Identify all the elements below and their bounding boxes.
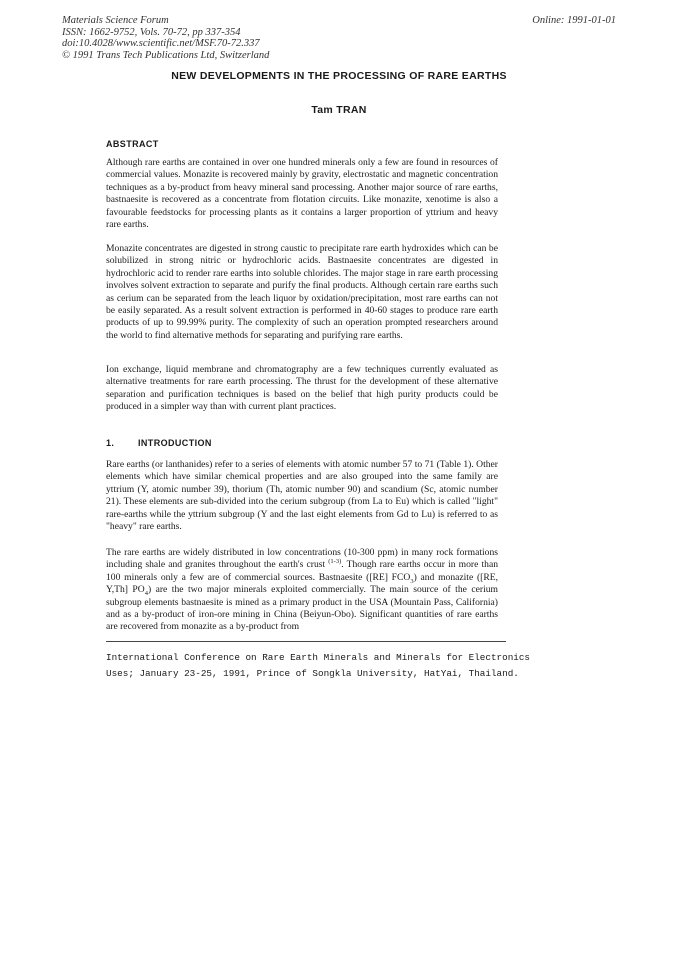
issn-line: ISSN: 1662-9752, Vols. 70-72, pp 337-354	[62, 26, 241, 38]
footnote-line-1: International Conference on Rare Earth Minerals and Minerals for Electronics	[106, 652, 531, 663]
text-run: . Though rare earths occur in more than 100 minerals only a few are of commercial sources. Bastnaesite ([RE] FCO	[106, 559, 499, 583]
copyright-line: © 1991 Trans Tech Publications Ltd, Switzerland	[62, 49, 270, 61]
introduction-paragraph-1: Rare earths (or lanthanides) refer to a series of elements with atomic number 57 to 71 (Table 1). Other elements which have similar chemical properties and are also grouped into the same family are yttrium (Y, atomic number 39), thorium (Th, atomic number 90) and scandium (Sc, atomic number 21). These elements are sub-divided into the cerium subgroup (from La to Eu) which is called "light" rare-earths while the yttrium subgroup (Y and the last eight elements from Gd to Lu) is referred to as "heavy" rare earths.	[106, 459, 498, 533]
abstract-paragraph-2: Monazite concentrates are digested in strong caustic to precipitate rare earth hydroxides which can be solubilized in strong nitric or hydrochloric acids. Bastnaesite concentrates are digested in hydrochloric acid to render rare earths into soluble chlorides. The major stage in rare earth processing involves solvent extraction to separate and purify the final products. Although certain rare earths such as cerium can be separated from the leach liquor by oxidation/precipitation, most rare earths can not be easily separated. As a result solvent extraction is performed in 40-60 stages to produce rare earth products of up to 99.99% purity. The complexity of such an operation prompted researchers around the world to find alternative methods for separating and purifying rare earths.	[106, 243, 498, 341]
journal-name: Materials Science Forum	[62, 15, 169, 26]
journal-header	[62, 15, 269, 61]
text-run: The rare earths are widely distributed in low concentrations (10-300 ppm) in many rock formations including shale and granites throughout the earth's crust	[106, 547, 498, 571]
abstract-paragraph-3: Ion exchange, liquid membrane and chromatography are a few techniques currently evaluated as alternative treatments for rare earth processing. The thrust for the development of these alternative separation and purification techniques is based on the belief that high purity products could be produced in a simpler way than with current plant practices.	[106, 364, 498, 413]
introduction-heading	[106, 438, 212, 448]
text-run: ) and monazite ([RE, Y,Th] PO	[106, 571, 498, 596]
paper-title: NEW DEVELOPMENTS IN THE PROCESSING OF RARE EARTHS	[171, 70, 507, 82]
section-title: INTRODUCTION	[138, 438, 212, 448]
subscript: 4	[144, 590, 148, 598]
introduction-paragraph-2	[106, 547, 498, 634]
online-date: Online: 1991-01-01	[532, 15, 616, 26]
section-number: 1.	[106, 438, 115, 448]
doi-line[interactable]: doi:10.4028/www.scientific.net/MSF.70-72.337	[62, 38, 260, 50]
text-run: ) are the two major minerals exploited commercially. The main source of the cerium subgroup elements bastnaesite is mined as a primary product in the USA (Mountain Pass, California) and as a by-product of iron-ore mining in China (Beiyun-Obo). Significant quantities of rare earths are recovered from monazite as a by-product from	[106, 584, 499, 633]
abstract-heading: ABSTRACT	[106, 139, 159, 149]
subscript: 3	[410, 577, 414, 585]
footnote-line-2: Uses; January 23-25, 1991, Prince of Songkla University, HatYai, Thailand.	[106, 668, 519, 679]
conference-footnote	[106, 650, 531, 682]
abstract-paragraph-1: Although rare earths are contained in over one hundred minerals only a few are found in resources of commercial values. Monazite is recovered mainly by gravity, electrostatic and magnetic concentration techniques as a by-product from heavy mineral sand processing. Another major source of rare earths, bastnaesite is recovered as a concentrate from flotation circuits. Like monazite, xenotime is also a favourable feedstocks for processing plants as it contains a larger proportion of yttrium and heavy rare earths.	[106, 157, 498, 231]
author-name: Tam TRAN	[311, 104, 367, 116]
citation-ref: (1-3)	[328, 558, 342, 566]
footnote-divider	[106, 641, 506, 642]
